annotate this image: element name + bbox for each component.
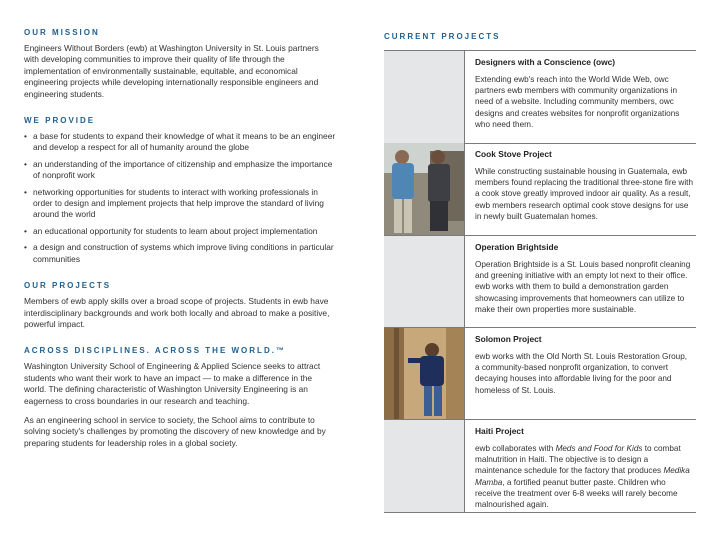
project-operation-brightside [384, 236, 696, 328]
project-description: Operation Brightside is a St. Louis based nonprofit cleaning and greening initiative with an empty lot next to their office. ewb works with them to build a demonstration garden showcasing improvements that homeowners can utilize to make their own properties more sustainable. [475, 260, 691, 314]
across-paragraph-1: Washington University School of Engineering & Applied Science seeks to attract students who want their work to have an impact — to make a difference in the world. The defining characteristic of Washington University Engineering is an eagerness to cross boundaries in our research and teaching. [24, 361, 321, 406]
across-heading: ACROSS DISCIPLINES. ACROSS THE WORLD.™ [24, 346, 286, 356]
provide-item: • an understanding of the importance of citizenship and emphasize the importance of nonprofit work [24, 159, 336, 182]
current-projects-heading: CURRENT PROJECTS [384, 32, 501, 41]
projects-heading: OUR PROJECTS [24, 281, 112, 291]
mission-text: Engineers Without Borders (ewb) at Washington University in St. Louis partners with developing communities to improve their quality of life through the implementation of environmentally sustainable, equitable, and economical engineering projects while developing internationally responsible engineers and engineering students. [24, 43, 319, 99]
project-title: Designers with a Conscience (owc) [475, 57, 616, 67]
project-solomon [384, 328, 696, 420]
project-photo [384, 328, 465, 419]
provide-heading: WE PROVIDE [24, 116, 96, 126]
project-owc [384, 50, 696, 144]
project-description: ewb works with the Old North St. Louis Restoration Group, a community-based nonprofit organization, to convert decaying houses into affordable living for the poor and homeless of St. Louis. [475, 352, 688, 395]
project-photo [384, 143, 465, 235]
provide-item: • a base for students to expand their knowledge of what it means to be an engineer and develop a respect for all of humanity around the globe [24, 131, 336, 154]
project-image-placeholder [384, 420, 465, 512]
worker-photo-icon [384, 328, 464, 419]
project-description: While constructing sustainable housing in Guatemala, ewb members found replacing the traditional three-stone fire with a cook stove greatly improved indoor air quality. As a result, ewb members research optimal cook stove designs for use in newly built Guatemalan homes. [475, 167, 693, 221]
across-section [24, 346, 336, 449]
provide-item: • a design and construction of systems which improve living conditions in particular communities [24, 242, 336, 265]
project-title: Haiti Project [475, 426, 524, 436]
project-title: Cook Stove Project [475, 149, 552, 159]
provide-item: • networking opportunities for students to interact with working professionals in order to design and implement projects that help improve the standard of living around the world [24, 187, 336, 221]
provide-item: • an educational opportunity for students to learn about project implementation [24, 226, 336, 237]
students-photo-icon [384, 143, 464, 235]
mission-section [24, 28, 336, 100]
product-name: Medika Mamba [475, 466, 690, 487]
project-cook-stove [384, 143, 696, 236]
across-paragraph-2: As an engineering school in service to society, the School aims to contribute to solving society's challenges by promoting the discovery of new knowledge and by preparing students for leadership roles in a global society. [24, 414, 326, 448]
partner-name: Meds and Food for Kids [555, 444, 643, 453]
projects-text: Members of ewb apply skills over a broad scope of projects. Students in ewb have interdisciplinary backgrounds and work both locally and abroad to make a positive, powerful impact. [24, 296, 330, 329]
project-title: Solomon Project [475, 334, 542, 344]
project-image-placeholder [384, 51, 465, 143]
project-haiti [384, 420, 696, 513]
provide-section [24, 116, 336, 265]
project-description: Extending ewb's reach into the World Wide Web, owc partners ewb members with community organizations in need of a website. Including community members, owc designs and creates websites for nonprofit organizations who need them. [475, 75, 680, 129]
mission-heading: OUR MISSION [24, 28, 100, 37]
provide-list [24, 131, 336, 265]
left-column [24, 28, 336, 461]
project-title: Operation Brightside [475, 242, 559, 252]
project-description: ewb collaborates with Meds and Food for Kids to combat malnutrition in Haiti. The objective is to design a maintenance schedule for the factory that produces Medika Mamba, a fortified peanut butter paste. Children who receive the treatment over 6-8 weeks will rarely become malnourished again. [475, 444, 690, 510]
project-image-placeholder [384, 236, 465, 327]
projects-section [24, 281, 336, 330]
